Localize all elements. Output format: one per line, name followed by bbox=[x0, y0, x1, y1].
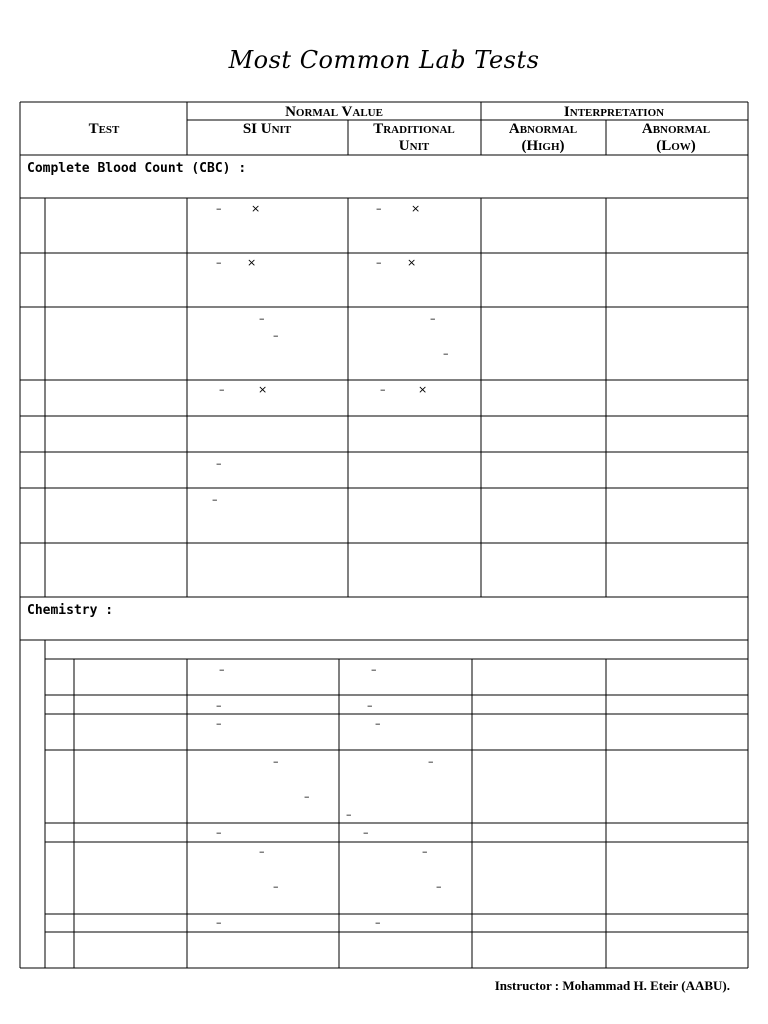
header-abnormal-high-2: (High) bbox=[521, 138, 565, 154]
dash-mark-14: – bbox=[380, 383, 386, 396]
page-title: Most Common Lab Tests bbox=[228, 46, 540, 74]
dash-mark-21: – bbox=[367, 699, 373, 712]
header-abnormal-low: Abnormal bbox=[641, 121, 711, 137]
dash-mark-20: – bbox=[216, 699, 222, 712]
section-cbc: Complete Blood Count (CBC) : bbox=[27, 161, 247, 176]
dash-mark-24: – bbox=[273, 755, 279, 768]
dash-mark-6: – bbox=[376, 256, 382, 269]
header-traditional-unit: Traditional bbox=[373, 121, 455, 137]
dash-mark-16: – bbox=[216, 457, 222, 470]
dash-mark-22: – bbox=[216, 717, 222, 730]
instructor-footer: Instructor : Mohammad H. Eteir (AABU). bbox=[494, 978, 730, 993]
dash-mark-4: – bbox=[216, 256, 222, 269]
multiply-sign-15: × bbox=[418, 383, 428, 396]
dash-mark-17: – bbox=[212, 493, 218, 506]
dash-mark-31: – bbox=[422, 845, 428, 858]
dash-mark-23: – bbox=[375, 717, 381, 730]
dash-mark-19: – bbox=[371, 663, 377, 676]
dash-mark-29: – bbox=[363, 826, 369, 839]
dash-mark-10: – bbox=[430, 312, 436, 325]
dash-mark-11: – bbox=[443, 347, 449, 360]
dash-mark-12: – bbox=[219, 383, 225, 396]
header-test: Test bbox=[88, 121, 120, 137]
dash-mark-34: – bbox=[216, 916, 222, 929]
dash-mark-18: – bbox=[219, 663, 225, 676]
dash-mark-28: – bbox=[216, 826, 222, 839]
header-abnormal-low-2: (Low) bbox=[656, 138, 696, 154]
header-si-unit: SI Unit bbox=[242, 121, 292, 137]
header-normal-value: Normal Value bbox=[285, 104, 383, 120]
header-interpretation: Interpretation bbox=[563, 104, 665, 120]
dash-mark-33: – bbox=[436, 880, 442, 893]
multiply-sign-13: × bbox=[258, 383, 268, 396]
multiply-sign-3: × bbox=[411, 202, 421, 215]
multiply-sign-1: × bbox=[251, 202, 261, 215]
dash-mark-25: – bbox=[428, 755, 434, 768]
multiply-sign-5: × bbox=[247, 256, 257, 269]
dash-mark-8: – bbox=[259, 312, 265, 325]
dash-mark-0: – bbox=[216, 202, 222, 215]
header-abnormal-high: Abnormal bbox=[508, 121, 578, 137]
header-traditional-unit-2: Unit bbox=[398, 138, 430, 154]
multiply-sign-7: × bbox=[407, 256, 417, 269]
dash-mark-9: – bbox=[273, 329, 279, 342]
dash-mark-30: – bbox=[259, 845, 265, 858]
dash-mark-2: – bbox=[376, 202, 382, 215]
dash-mark-27: – bbox=[346, 808, 352, 821]
dash-mark-32: – bbox=[273, 880, 279, 893]
section-chemistry: Chemistry : bbox=[27, 603, 114, 618]
dash-mark-26: – bbox=[304, 790, 310, 803]
dash-mark-35: – bbox=[375, 916, 381, 929]
